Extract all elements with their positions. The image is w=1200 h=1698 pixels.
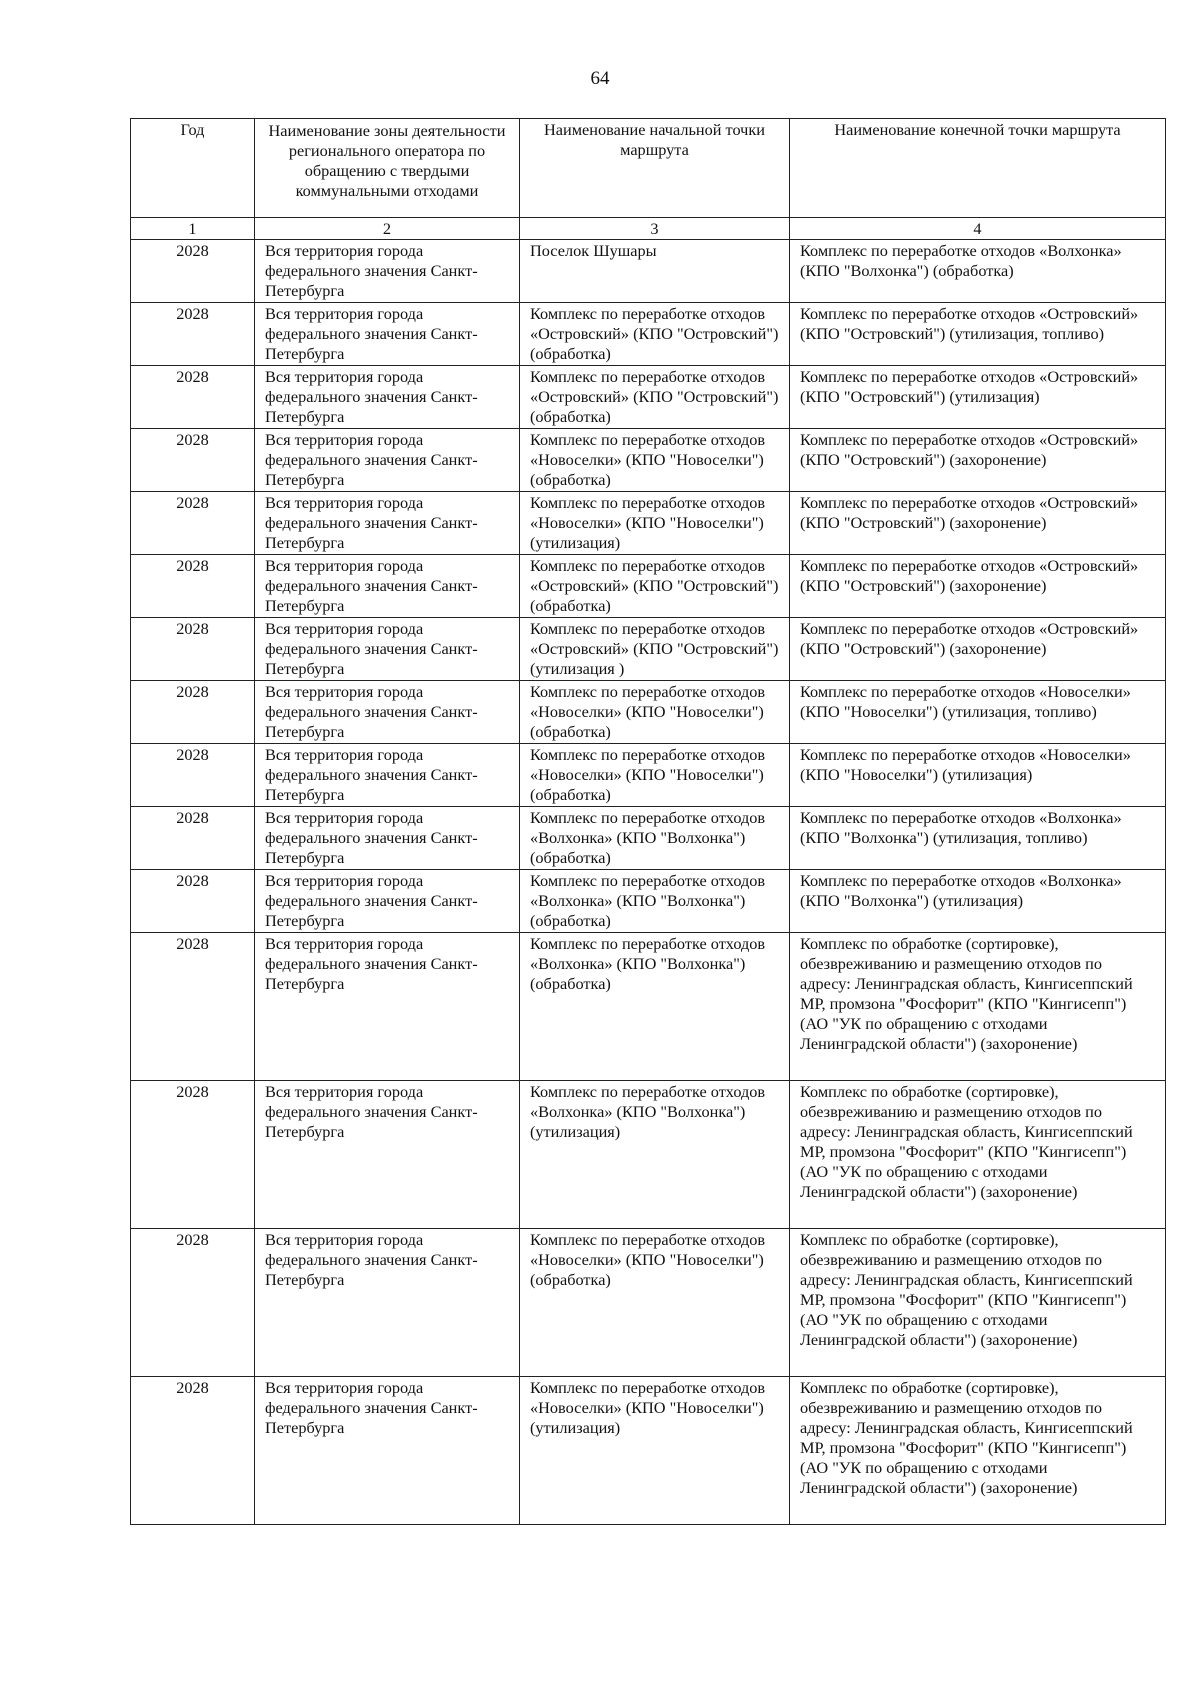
end-point-cell: Комплекс по обработке (сортировке), обезвреживанию и размещению отходов по адресу: Ленинградская область, Кингисеппский МР, промзона "Фосфорит" (КПО "Кингисепп") (АО "УК по обращению с отходами Ленинградской области") (захоронение) — [790, 1081, 1166, 1229]
zone-cell: Вся территория города федерального значения Санкт-Петербурга — [255, 1229, 520, 1377]
year-cell: 2028 — [131, 555, 255, 618]
end-point-cell: Комплекс по переработке отходов «Островский» (КПО "Островский") (захоронение) — [790, 618, 1166, 681]
zone-cell: Вся территория города федерального значения Санкт-Петербурга — [255, 303, 520, 366]
end-point-cell: Комплекс по переработке отходов «Новоселки» (КПО "Новоселки") (утилизация, топливо) — [790, 681, 1166, 744]
table-row — [131, 744, 1166, 807]
table-row — [131, 1229, 1166, 1377]
routes-table — [130, 118, 1166, 1525]
year-cell: 2028 — [131, 1229, 255, 1377]
header-zone: Наименование зоны деятельности регионального оператора по обращению с твердыми коммунальными отходами — [255, 119, 520, 218]
year-cell: 2028 — [131, 240, 255, 303]
start-point-cell: Комплекс по переработке отходов «Островский» (КПО "Островский") (обработка) — [520, 303, 790, 366]
zone-cell: Вся территория города федерального значения Санкт-Петербурга — [255, 555, 520, 618]
zone-cell: Вся территория города федерального значения Санкт-Петербурга — [255, 1377, 520, 1525]
zone-cell: Вся территория города федерального значения Санкт-Петербурга — [255, 807, 520, 870]
year-cell: 2028 — [131, 1081, 255, 1229]
year-cell: 2028 — [131, 303, 255, 366]
header-year: Год — [131, 119, 255, 218]
year-cell: 2028 — [131, 618, 255, 681]
zone-cell: Вся территория города федерального значения Санкт-Петербурга — [255, 366, 520, 429]
header-end-point: Наименование конечной точки маршрута — [790, 119, 1166, 218]
end-point-cell: Комплекс по переработке отходов «Островский» (КПО "Островский") (захоронение) — [790, 555, 1166, 618]
year-cell: 2028 — [131, 1377, 255, 1525]
year-cell: 2028 — [131, 933, 255, 1081]
header-start-point: Наименование начальной точки маршрута — [520, 119, 790, 218]
table-row — [131, 429, 1166, 492]
zone-cell: Вся территория города федерального значения Санкт-Петербурга — [255, 933, 520, 1081]
end-point-cell: Комплекс по обработке (сортировке), обезвреживанию и размещению отходов по адресу: Ленинградская область, Кингисеппский МР, промзона "Фосфорит" (КПО "Кингисепп") (АО "УК по обращению с отходами Ленинградской области") (захоронение) — [790, 1229, 1166, 1377]
table-row — [131, 807, 1166, 870]
start-point-cell: Комплекс по переработке отходов «Новоселки» (КПО "Новоселки") (обработка) — [520, 681, 790, 744]
table-row — [131, 870, 1166, 933]
end-point-cell: Комплекс по переработке отходов «Волхонка» (КПО "Волхонка") (утилизация, топливо) — [790, 807, 1166, 870]
end-point-cell: Комплекс по переработке отходов «Новоселки» (КПО "Новоселки") (утилизация) — [790, 744, 1166, 807]
table-body — [131, 240, 1166, 1525]
table-row — [131, 1377, 1166, 1525]
table-row — [131, 618, 1166, 681]
zone-cell: Вся территория города федерального значения Санкт-Петербурга — [255, 870, 520, 933]
zone-cell: Вся территория города федерального значения Санкт-Петербурга — [255, 492, 520, 555]
zone-cell: Вся территория города федерального значения Санкт-Петербурга — [255, 240, 520, 303]
year-cell: 2028 — [131, 492, 255, 555]
column-number: 3 — [520, 218, 790, 240]
column-number: 4 — [790, 218, 1166, 240]
table-row — [131, 555, 1166, 618]
table-row — [131, 681, 1166, 744]
table-row — [131, 366, 1166, 429]
start-point-cell: Комплекс по переработке отходов «Волхонка» (КПО "Волхонка") (обработка) — [520, 870, 790, 933]
table-row — [131, 933, 1166, 1081]
year-cell: 2028 — [131, 681, 255, 744]
end-point-cell: Комплекс по переработке отходов «Островский» (КПО "Островский") (утилизация) — [790, 366, 1166, 429]
column-number-row — [131, 218, 1166, 240]
zone-cell: Вся территория города федерального значения Санкт-Петербурга — [255, 744, 520, 807]
year-cell: 2028 — [131, 870, 255, 933]
start-point-cell: Комплекс по переработке отходов «Островский» (КПО "Островский") (обработка) — [520, 366, 790, 429]
zone-cell: Вся территория города федерального значения Санкт-Петербурга — [255, 1081, 520, 1229]
column-number: 2 — [255, 218, 520, 240]
start-point-cell: Комплекс по переработке отходов «Новоселки» (КПО "Новоселки") (обработка) — [520, 1229, 790, 1377]
start-point-cell: Поселок Шушары — [520, 240, 790, 303]
header-row — [131, 119, 1166, 218]
end-point-cell: Комплекс по обработке (сортировке), обезвреживанию и размещению отходов по адресу: Ленинградская область, Кингисеппский МР, промзона "Фосфорит" (КПО "Кингисепп") (АО "УК по обращению с отходами Ленинградской области") (захоронение) — [790, 1377, 1166, 1525]
year-cell: 2028 — [131, 744, 255, 807]
end-point-cell: Комплекс по переработке отходов «Островский» (КПО "Островский") (захоронение) — [790, 492, 1166, 555]
end-point-cell: Комплекс по переработке отходов «Островский» (КПО "Островский") (утилизация, топливо) — [790, 303, 1166, 366]
table-header — [131, 119, 1166, 240]
end-point-cell: Комплекс по переработке отходов «Островский» (КПО "Островский") (захоронение) — [790, 429, 1166, 492]
table-row — [131, 492, 1166, 555]
end-point-cell: Комплекс по обработке (сортировке), обезвреживанию и размещению отходов по адресу: Ленинградская область, Кингисеппский МР, промзона "Фосфорит" (КПО "Кингисепп") (АО "УК по обращению с отходами Ленинградской области") (захоронение) — [790, 933, 1166, 1081]
table-row — [131, 303, 1166, 366]
start-point-cell: Комплекс по переработке отходов «Волхонка» (КПО "Волхонка") (обработка) — [520, 807, 790, 870]
zone-cell: Вся территория города федерального значения Санкт-Петербурга — [255, 681, 520, 744]
zone-cell: Вся территория города федерального значения Санкт-Петербурга — [255, 429, 520, 492]
column-number: 1 — [131, 218, 255, 240]
start-point-cell: Комплекс по переработке отходов «Новоселки» (КПО "Новоселки") (утилизация) — [520, 492, 790, 555]
zone-cell: Вся территория города федерального значения Санкт-Петербурга — [255, 618, 520, 681]
start-point-cell: Комплекс по переработке отходов «Волхонка» (КПО "Волхонка") (обработка) — [520, 933, 790, 1081]
start-point-cell: Комплекс по переработке отходов «Новоселки» (КПО "Новоселки") (обработка) — [520, 744, 790, 807]
table-row — [131, 1081, 1166, 1229]
year-cell: 2028 — [131, 429, 255, 492]
start-point-cell: Комплекс по переработке отходов «Новоселки» (КПО "Новоселки") (обработка) — [520, 429, 790, 492]
start-point-cell: Комплекс по переработке отходов «Волхонка» (КПО "Волхонка") (утилизация) — [520, 1081, 790, 1229]
end-point-cell: Комплекс по переработке отходов «Волхонка» (КПО "Волхонка") (обработка) — [790, 240, 1166, 303]
start-point-cell: Комплекс по переработке отходов «Островский» (КПО "Островский") (обработка) — [520, 555, 790, 618]
table-row — [131, 240, 1166, 303]
year-cell: 2028 — [131, 807, 255, 870]
year-cell: 2028 — [131, 366, 255, 429]
end-point-cell: Комплекс по переработке отходов «Волхонка» (КПО "Волхонка") (утилизация) — [790, 870, 1166, 933]
start-point-cell: Комплекс по переработке отходов «Новоселки» (КПО "Новоселки") (утилизация) — [520, 1377, 790, 1525]
page-number: 64 — [590, 68, 610, 89]
start-point-cell: Комплекс по переработке отходов «Островский» (КПО "Островский") (утилизация ) — [520, 618, 790, 681]
